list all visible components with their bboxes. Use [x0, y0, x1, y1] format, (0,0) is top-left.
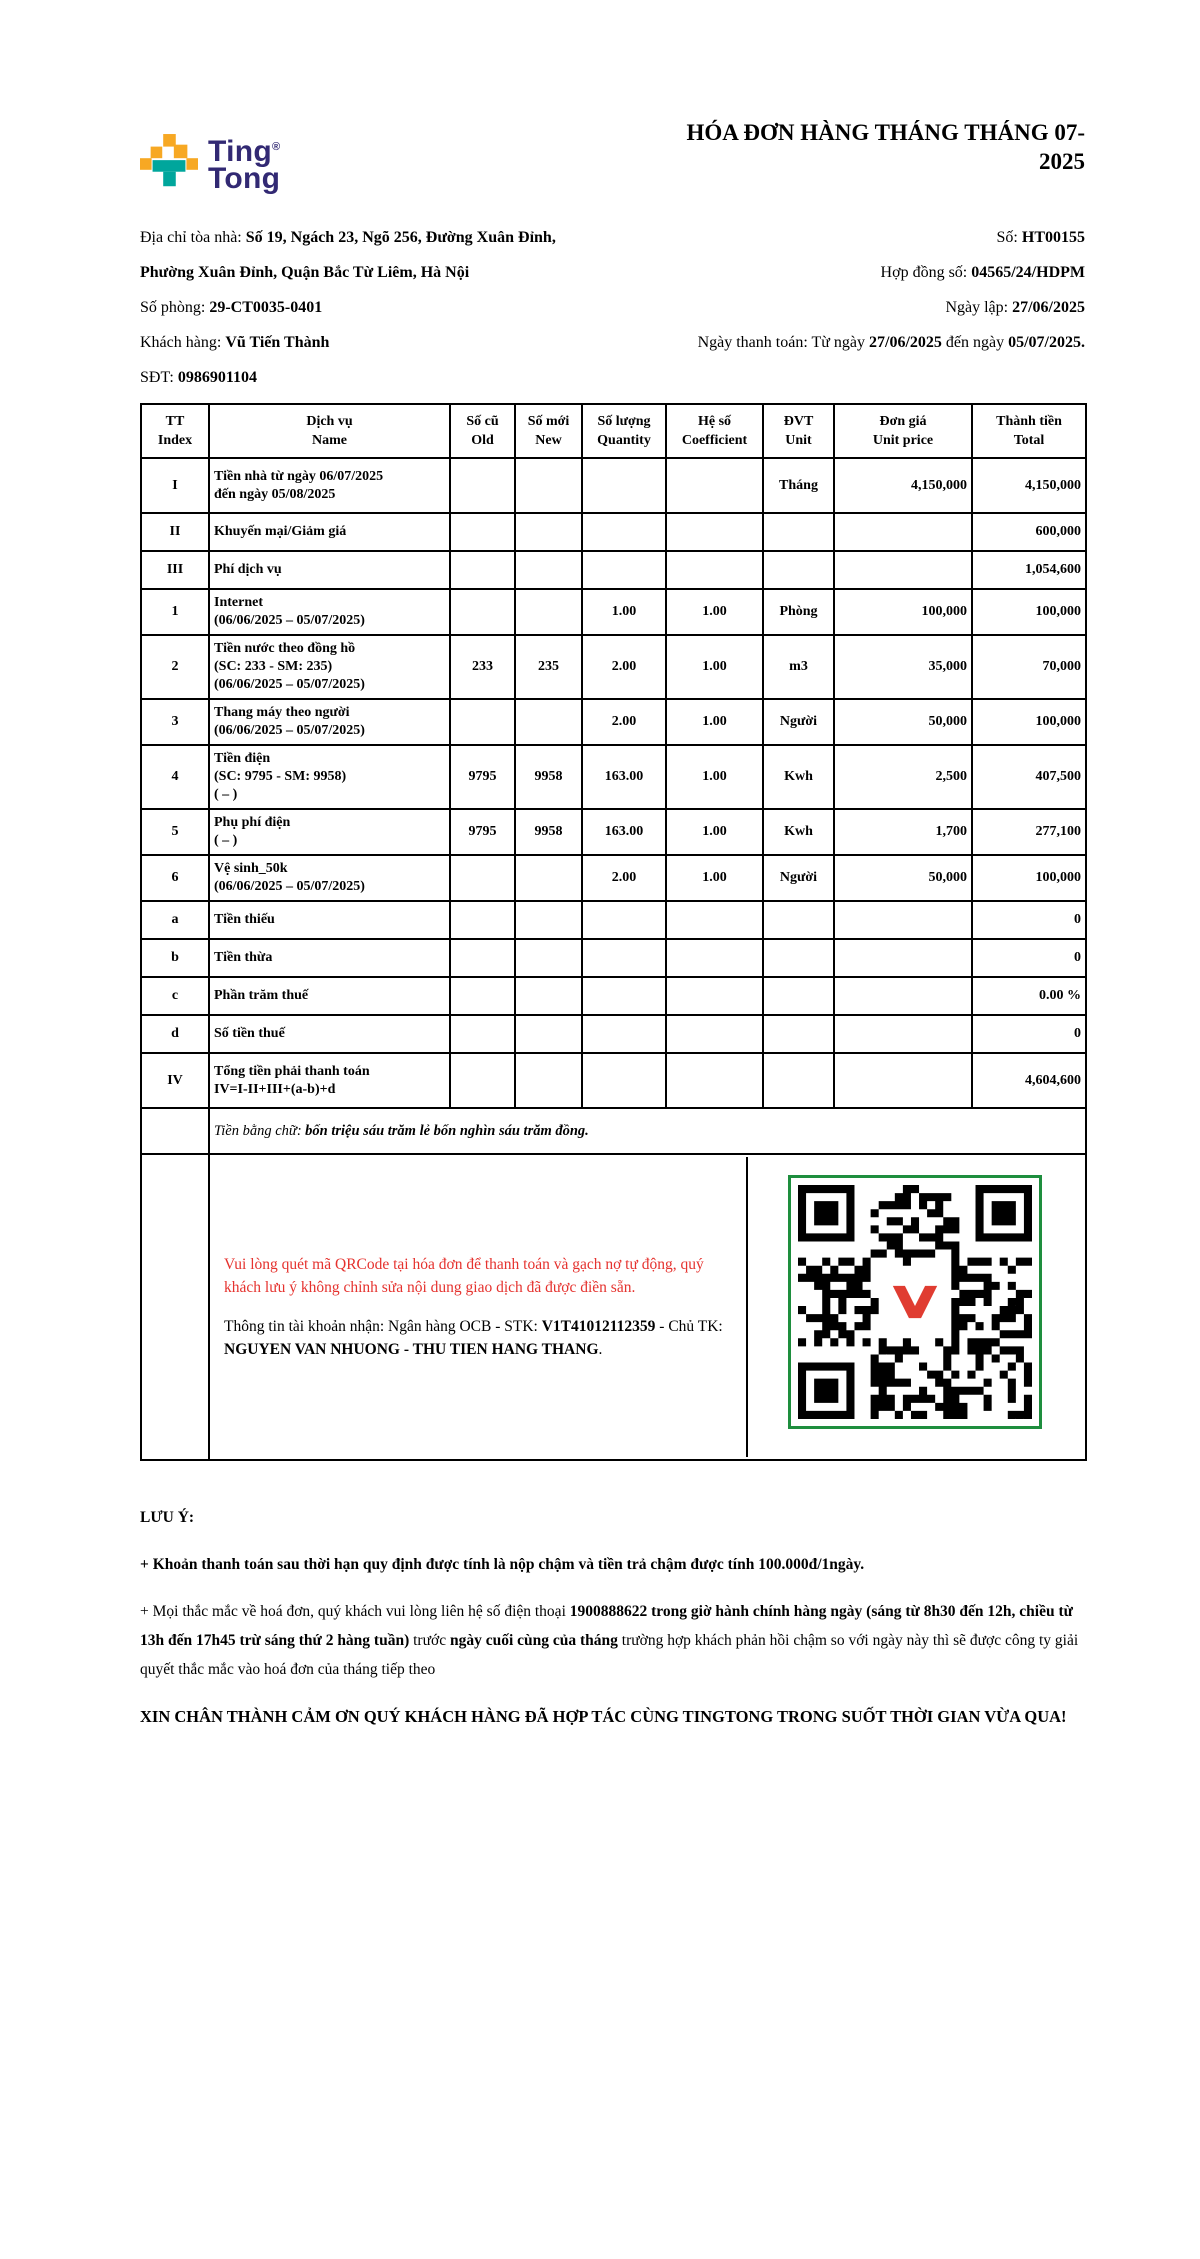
late-payment-note: + Khoản thanh toán sau thời hạn quy định được tính là nộp chậm và tiền trả chậm được tính 100.000đ/1ngày. — [140, 1556, 865, 1573]
service-name-cell: Phần trăm thuế — [209, 977, 450, 1015]
table-cell — [582, 901, 666, 939]
table-cell: Phòng — [763, 589, 834, 635]
table-cell: Kwh — [763, 809, 834, 855]
table-cell: 1,054,600 — [972, 551, 1086, 589]
table-cell — [582, 458, 666, 513]
table-row — [141, 901, 1086, 939]
table-cell — [515, 551, 582, 589]
table-cell — [763, 901, 834, 939]
table-cell — [450, 551, 515, 589]
payment-period: Ngày thanh toán: Từ ngày 27/06/2025 đến ngày 05/07/2025. — [697, 334, 1085, 351]
column-header: Thành tiền Total — [972, 404, 1086, 458]
table-cell: 100,000 — [972, 589, 1086, 635]
table-cell — [582, 513, 666, 551]
table-cell: 50,000 — [834, 699, 972, 745]
table-cell — [666, 1053, 763, 1108]
table-cell: 0.00 % — [972, 977, 1086, 1015]
table-cell — [450, 699, 515, 745]
table-row — [141, 635, 1086, 699]
payment-note-block — [214, 1157, 746, 1457]
service-name-cell: Khuyến mại/Giảm giá — [209, 513, 450, 551]
table-cell: 2.00 — [582, 699, 666, 745]
table-cell: 70,000 — [972, 635, 1086, 699]
logo-wordmark — [208, 134, 281, 195]
account-info: Thông tin tài khoản nhận: Ngân hàng OCB - STK: V1T41012112359 - Chủ TK: NGUYEN VAN NHUONG - THU TIEN HANG THANG. — [224, 1318, 723, 1358]
table-cell — [834, 977, 972, 1015]
table-cell — [450, 977, 515, 1015]
table-cell: 1.00 — [666, 635, 763, 699]
table-cell: 163.00 — [582, 809, 666, 855]
table-cell — [582, 1015, 666, 1053]
table-cell — [666, 939, 763, 977]
table-cell: 1 — [141, 589, 209, 635]
table-cell: 1.00 — [666, 809, 763, 855]
invoice-title — [685, 118, 1085, 176]
column-header: Số mới New — [515, 404, 582, 458]
table-cell: 4,150,000 — [834, 458, 972, 513]
table-cell — [450, 513, 515, 551]
account-number: V1T41012112359 — [541, 1318, 656, 1335]
amount-in-words-label: Tiền bằng chữ: — [214, 1122, 302, 1139]
account-holder: NGUYEN VAN NHUONG - THU TIEN HANG THANG — [224, 1341, 599, 1358]
table-cell — [582, 1053, 666, 1108]
table-header-row — [141, 404, 1086, 458]
table-cell: a — [141, 901, 209, 939]
table-cell — [763, 1053, 834, 1108]
table-cell: 277,100 — [972, 809, 1086, 855]
table-cell — [450, 589, 515, 635]
table-cell: 4,150,000 — [972, 458, 1086, 513]
building-address: Địa chỉ tòa nhà: Số 19, Ngách 23, Ngõ 256, Đường Xuân Đỉnh, — [140, 229, 556, 246]
info-line-3 — [140, 290, 1085, 325]
logo-word-tong: Tong — [208, 162, 281, 195]
table-cell — [666, 551, 763, 589]
table-row — [141, 551, 1086, 589]
table-cell — [450, 901, 515, 939]
table-cell — [834, 1015, 972, 1053]
table-cell: IV — [141, 1053, 209, 1108]
building-address-2: Phường Xuân Đỉnh, Quận Bắc Từ Liêm, Hà Nội — [140, 264, 470, 281]
info-line-4 — [140, 325, 1085, 360]
hotline-number: 1900888622 trong giờ hành chính hàng ngày (sáng từ 8h30 đến 12h, chiều từ 13h đến 17h45 trừ sáng thứ 2 hàng tuần) — [140, 1603, 1073, 1649]
notes-heading: LƯU Ý: — [140, 1509, 195, 1526]
table-cell: 3 — [141, 699, 209, 745]
table-row — [141, 699, 1086, 745]
table-cell: 9958 — [515, 809, 582, 855]
table-cell: b — [141, 939, 209, 977]
info-line-1 — [140, 220, 1085, 255]
table-cell — [763, 977, 834, 1015]
invoice-title-line1: HÓA ĐƠN HÀNG THÁNG THÁNG 07- — [686, 120, 1085, 145]
table-cell: 1.00 — [666, 745, 763, 809]
service-name-cell: Phụ phí điện ( – ) — [209, 809, 450, 855]
qr-pane — [746, 1157, 1081, 1457]
table-row — [141, 589, 1086, 635]
table-cell — [450, 855, 515, 901]
invoice-title-line2: 2025 — [1039, 149, 1085, 174]
table-cell — [515, 939, 582, 977]
table-cell — [582, 551, 666, 589]
customer-name: Khách hàng: Vũ Tiến Thành — [140, 334, 330, 351]
table-cell — [450, 1015, 515, 1053]
table-row — [141, 458, 1086, 513]
table-row — [141, 1015, 1086, 1053]
table-cell: 9958 — [515, 745, 582, 809]
table-cell: 100,000 — [972, 855, 1086, 901]
table-cell — [515, 901, 582, 939]
table-row — [141, 809, 1086, 855]
table-cell — [582, 939, 666, 977]
table-cell — [763, 939, 834, 977]
table-cell: Tháng — [763, 458, 834, 513]
service-name-cell: Tiền thừa — [209, 939, 450, 977]
service-name-cell: Vệ sinh_50k (06/06/2025 – 05/07/2025) — [209, 855, 450, 901]
table-cell: III — [141, 551, 209, 589]
table-cell: 407,500 — [972, 745, 1086, 809]
table-cell — [666, 513, 763, 551]
table-cell: 600,000 — [972, 513, 1086, 551]
table-cell — [666, 1015, 763, 1053]
column-header: TT Index — [141, 404, 209, 458]
qr-code-image — [798, 1185, 1032, 1419]
table-cell — [666, 901, 763, 939]
service-name-cell: Phí dịch vụ — [209, 551, 450, 589]
table-cell: m3 — [763, 635, 834, 699]
table-cell — [515, 589, 582, 635]
service-name-cell: Internet (06/06/2025 – 05/07/2025) — [209, 589, 450, 635]
table-cell — [515, 1015, 582, 1053]
table-cell: 100,000 — [972, 699, 1086, 745]
table-cell: I — [141, 458, 209, 513]
table-cell — [834, 901, 972, 939]
table-cell: 235 — [515, 635, 582, 699]
table-cell: 0 — [972, 901, 1086, 939]
contract-number: Hợp đồng số: 04565/24/HDPM — [880, 264, 1085, 281]
qr-warning-note: Vui lòng quét mã QRCode tại hóa đơn để thanh toán và gạch nợ tự động, quý khách lưu ý không chỉnh sửa nội dung giao dịch đã được điền sẵn. — [224, 1256, 704, 1296]
table-cell: 35,000 — [834, 635, 972, 699]
table-row — [141, 1053, 1086, 1108]
table-cell — [515, 458, 582, 513]
info-line-5 — [140, 360, 1085, 395]
table-cell — [763, 551, 834, 589]
table-cell: Người — [763, 699, 834, 745]
column-header: Số cũ Old — [450, 404, 515, 458]
service-name-cell: Tiền nhà từ ngày 06/07/2025 đến ngày 05/08/2025 — [209, 458, 450, 513]
table-row — [141, 939, 1086, 977]
info-block — [140, 220, 1085, 395]
empty-index-cell — [141, 1108, 209, 1154]
room-number: Số phòng: 29-CT0035-0401 — [140, 299, 323, 316]
table-cell: 163.00 — [582, 745, 666, 809]
table-cell: 1.00 — [666, 589, 763, 635]
table-cell: 2,500 — [834, 745, 972, 809]
table-cell — [666, 977, 763, 1015]
table-cell: 9795 — [450, 809, 515, 855]
table-row — [141, 855, 1086, 901]
table-cell: 1.00 — [582, 589, 666, 635]
table-cell: 0 — [972, 1015, 1086, 1053]
tingtong-logo — [140, 134, 280, 194]
table-cell: 1.00 — [666, 855, 763, 901]
column-header: Đơn giá Unit price — [834, 404, 972, 458]
table-cell: c — [141, 977, 209, 1015]
service-name-cell: Tiền điện (SC: 9795 - SM: 9958) ( – ) — [209, 745, 450, 809]
registered-mark: ® — [271, 141, 281, 153]
table-cell: 0 — [972, 939, 1086, 977]
table-cell: 2.00 — [582, 855, 666, 901]
table-cell — [763, 1015, 834, 1053]
masthead — [140, 120, 1085, 220]
table-cell — [515, 977, 582, 1015]
service-name-cell: Số tiền thuế — [209, 1015, 450, 1053]
amount-in-words-cell — [209, 1108, 1086, 1154]
empty-index-cell — [141, 1154, 209, 1460]
issue-date: Ngày lập: 27/06/2025 — [945, 299, 1085, 316]
table-cell — [515, 699, 582, 745]
service-name-cell: Tổng tiền phải thanh toán IV=I-II+III+(a-b)+d — [209, 1053, 450, 1108]
column-header: Số lượng Quantity — [582, 404, 666, 458]
service-name-cell: Tiền nước theo đồng hồ (SC: 233 - SM: 235) (06/06/2025 – 05/07/2025) — [209, 635, 450, 699]
qr-code — [788, 1175, 1042, 1429]
customer-phone: SĐT: 0986901104 — [140, 369, 257, 386]
footer-notes — [140, 1503, 1085, 1731]
qr-section-cell — [209, 1154, 1086, 1460]
table-cell — [515, 855, 582, 901]
table-cell — [763, 513, 834, 551]
table-cell: 5 — [141, 809, 209, 855]
table-cell — [834, 551, 972, 589]
column-header: Hệ số Coefficient — [666, 404, 763, 458]
table-cell: 6 — [141, 855, 209, 901]
services-table — [140, 403, 1087, 1461]
service-name-cell: Thang máy theo người (06/06/2025 – 05/07/2025) — [209, 699, 450, 745]
table-cell: Kwh — [763, 745, 834, 809]
table-cell — [515, 513, 582, 551]
table-cell — [834, 1053, 972, 1108]
table-row — [141, 977, 1086, 1015]
table-cell — [834, 513, 972, 551]
thank-you-line: XIN CHÂN THÀNH CẢM ƠN QUÝ KHÁCH HÀNG ĐÃ HỢP TÁC CÙNG TINGTONG TRONG SUỐT THỜI GIAN VỪA QUA! — [140, 1707, 1067, 1726]
invoice-page — [140, 0, 1085, 1731]
table-cell: 9795 — [450, 745, 515, 809]
table-cell — [666, 458, 763, 513]
column-header: ĐVT Unit — [763, 404, 834, 458]
table-cell: 2 — [141, 635, 209, 699]
table-cell: 4 — [141, 745, 209, 809]
table-cell — [582, 977, 666, 1015]
table-cell: 2.00 — [582, 635, 666, 699]
tingtong-pixel-icon — [140, 134, 198, 194]
column-header: Dịch vụ Name — [209, 404, 450, 458]
service-name-cell: Tiền thiếu — [209, 901, 450, 939]
table-cell — [450, 458, 515, 513]
qr-row — [141, 1154, 1086, 1460]
table-row — [141, 745, 1086, 809]
table-cell: d — [141, 1015, 209, 1053]
invoice-number: Số: HT00155 — [996, 229, 1085, 246]
table-cell: 1,700 — [834, 809, 972, 855]
table-cell — [515, 1053, 582, 1108]
table-cell: Người — [763, 855, 834, 901]
table-row — [141, 513, 1086, 551]
table-cell — [834, 939, 972, 977]
amount-in-words-value: bốn triệu sáu trăm lẻ bốn nghìn sáu trăm đồng. — [305, 1122, 589, 1139]
info-line-2 — [140, 255, 1085, 290]
table-cell: II — [141, 513, 209, 551]
amount-in-words-row — [141, 1108, 1086, 1154]
table-cell — [450, 939, 515, 977]
table-cell: 4,604,600 — [972, 1053, 1086, 1108]
table-cell: 50,000 — [834, 855, 972, 901]
hotline-note: + Mọi thắc mắc về hoá đơn, quý khách vui lòng liên hệ số điện thoại 1900888622 trong giờ hành chính hàng ngày (sáng từ 8h30 đến 12h, chiều từ 13h đến 17h45 trừ sáng thứ 2 hàng tuần) trước ngày cuối cùng của tháng trường hợp khách phản hồi chậm so với ngày này thì sẽ được công ty giải quyết thắc mắc vào hoá đơn của tháng tiếp theo — [140, 1603, 1079, 1678]
table-cell: 100,000 — [834, 589, 972, 635]
table-cell — [450, 1053, 515, 1108]
table-cell: 1.00 — [666, 699, 763, 745]
table-cell: 233 — [450, 635, 515, 699]
logo-word-ting: Ting — [208, 135, 272, 168]
